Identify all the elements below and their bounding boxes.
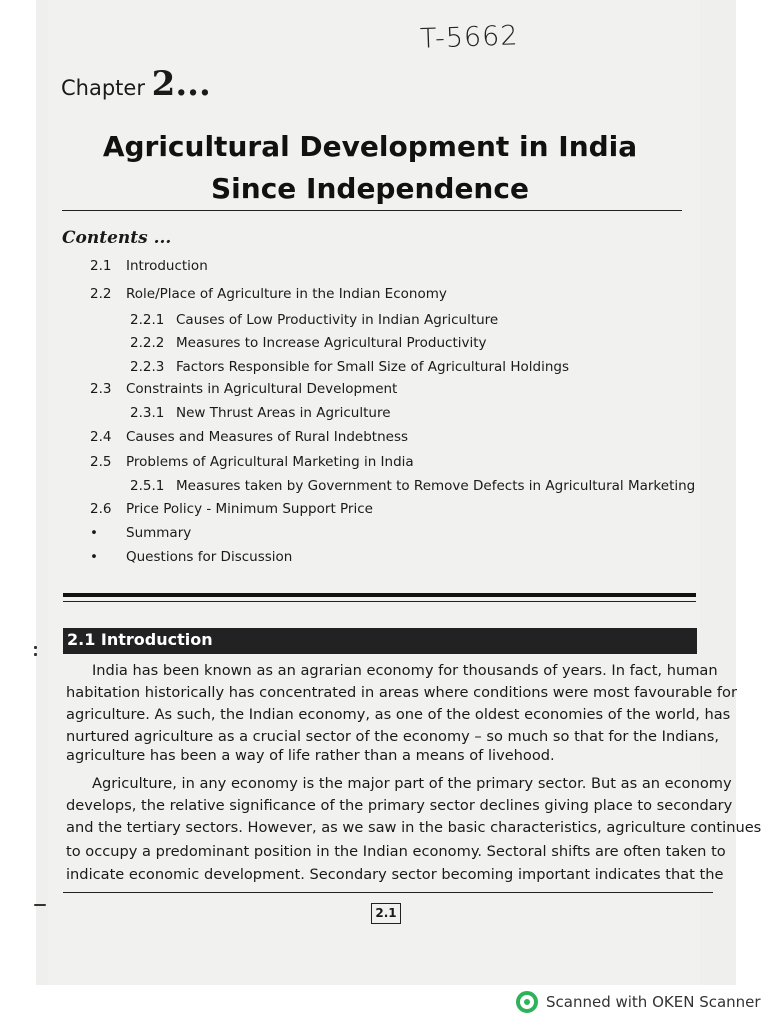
toc-item-number: 2.2.1 <box>130 312 165 328</box>
contents-divider-bottom <box>63 601 696 602</box>
chapter-number: 2... <box>151 64 211 104</box>
contents-heading: Contents ... <box>62 228 172 248</box>
toc-item-number: 2.1 <box>90 258 112 274</box>
chapter-title-line1: Agricultural Development in India <box>102 130 638 163</box>
paragraph-line: India has been known as an agrarian economy for thousands of years. In fact, human <box>92 662 718 679</box>
toc-item-text: Summary <box>126 525 192 541</box>
chapter-title <box>60 126 680 210</box>
scanner-watermark <box>516 990 761 1014</box>
toc-item-text: Measures to Increase Agricultural Productivity <box>176 335 487 351</box>
footer-rule <box>63 892 713 893</box>
handwritten-note: T-5662 <box>419 20 519 55</box>
toc-item-text: Causes and Measures of Rural Indebtness <box>126 429 409 445</box>
scanner-logo-icon <box>516 991 538 1013</box>
paragraph-line: habitation historically has concentrated in areas where conditions were most favourable for <box>66 684 737 701</box>
toc-item-number: • <box>90 549 98 565</box>
title-divider <box>62 210 682 211</box>
toc-item-number: 2.2.2 <box>130 335 165 351</box>
margin-mark <box>34 653 37 656</box>
toc-item-number: • <box>90 525 98 541</box>
toc-item-text: Problems of Agricultural Marketing in India <box>126 454 414 470</box>
margin-mark <box>34 646 37 649</box>
paragraph-line: agriculture. As such, the Indian economy, as one of the oldest economies of the world, has <box>66 706 731 723</box>
toc-item-number: 2.6 <box>90 501 112 517</box>
toc-item-text: New Thrust Areas in Agriculture <box>176 405 391 421</box>
toc-item-number: 2.5.1 <box>130 478 165 494</box>
contents-divider-top <box>63 593 696 597</box>
toc-item-number: 2.2.3 <box>130 359 165 375</box>
chapter-heading <box>61 64 211 104</box>
toc-item-text: Measures taken by Government to Remove Defects in Agricultural Marketing <box>176 478 696 494</box>
toc-item-text: Role/Place of Agriculture in the Indian Economy <box>126 286 447 302</box>
margin-mark <box>34 904 46 906</box>
toc-item-number: 2.5 <box>90 454 112 470</box>
toc-item-number: 2.2 <box>90 286 112 302</box>
toc-item-text: Price Policy - Minimum Support Price <box>126 501 373 517</box>
scanner-watermark-text: Scanned with OKEN Scanner <box>546 993 761 1011</box>
chapter-title-line2: Since Independence <box>211 172 529 205</box>
toc-item-text: Causes of Low Productivity in Indian Agriculture <box>176 312 499 328</box>
toc-item-text: Factors Responsible for Small Size of Agricultural Holdings <box>176 359 569 375</box>
paragraph-line: to occupy a predominant position in the Indian economy. Sectoral shifts are often taken to <box>66 843 726 860</box>
paragraph-line: nurtured agriculture as a crucial sector of the economy – so much so that for the Indians, <box>66 728 719 745</box>
paragraph-line: develops, the relative significance of the primary sector declines giving place to secondary <box>66 797 733 814</box>
toc-item-text: Introduction <box>126 258 208 274</box>
paragraph-line: and the tertiary sectors. However, as we saw in the basic characteristics, agriculture continues <box>66 819 762 836</box>
toc-item-text: Questions for Discussion <box>126 549 293 565</box>
page-number: 2.1 <box>371 903 401 924</box>
toc-item-number: 2.3 <box>90 381 112 397</box>
toc-item-number: 2.4 <box>90 429 112 445</box>
paragraph-line: indicate economic development. Secondary sector becoming important indicates that the <box>66 866 724 883</box>
toc-item-number: 2.3.1 <box>130 405 165 421</box>
section-title: 2.1 Introduction <box>67 630 213 649</box>
section-heading-bar <box>63 628 697 654</box>
chapter-label: Chapter <box>61 76 145 100</box>
toc-item-text: Constraints in Agricultural Development <box>126 381 398 397</box>
paragraph-line: agriculture has been a way of life rather than a means of livehood. <box>66 747 555 764</box>
paragraph-line: Agriculture, in any economy is the major part of the primary sector. But as an economy <box>92 775 732 792</box>
